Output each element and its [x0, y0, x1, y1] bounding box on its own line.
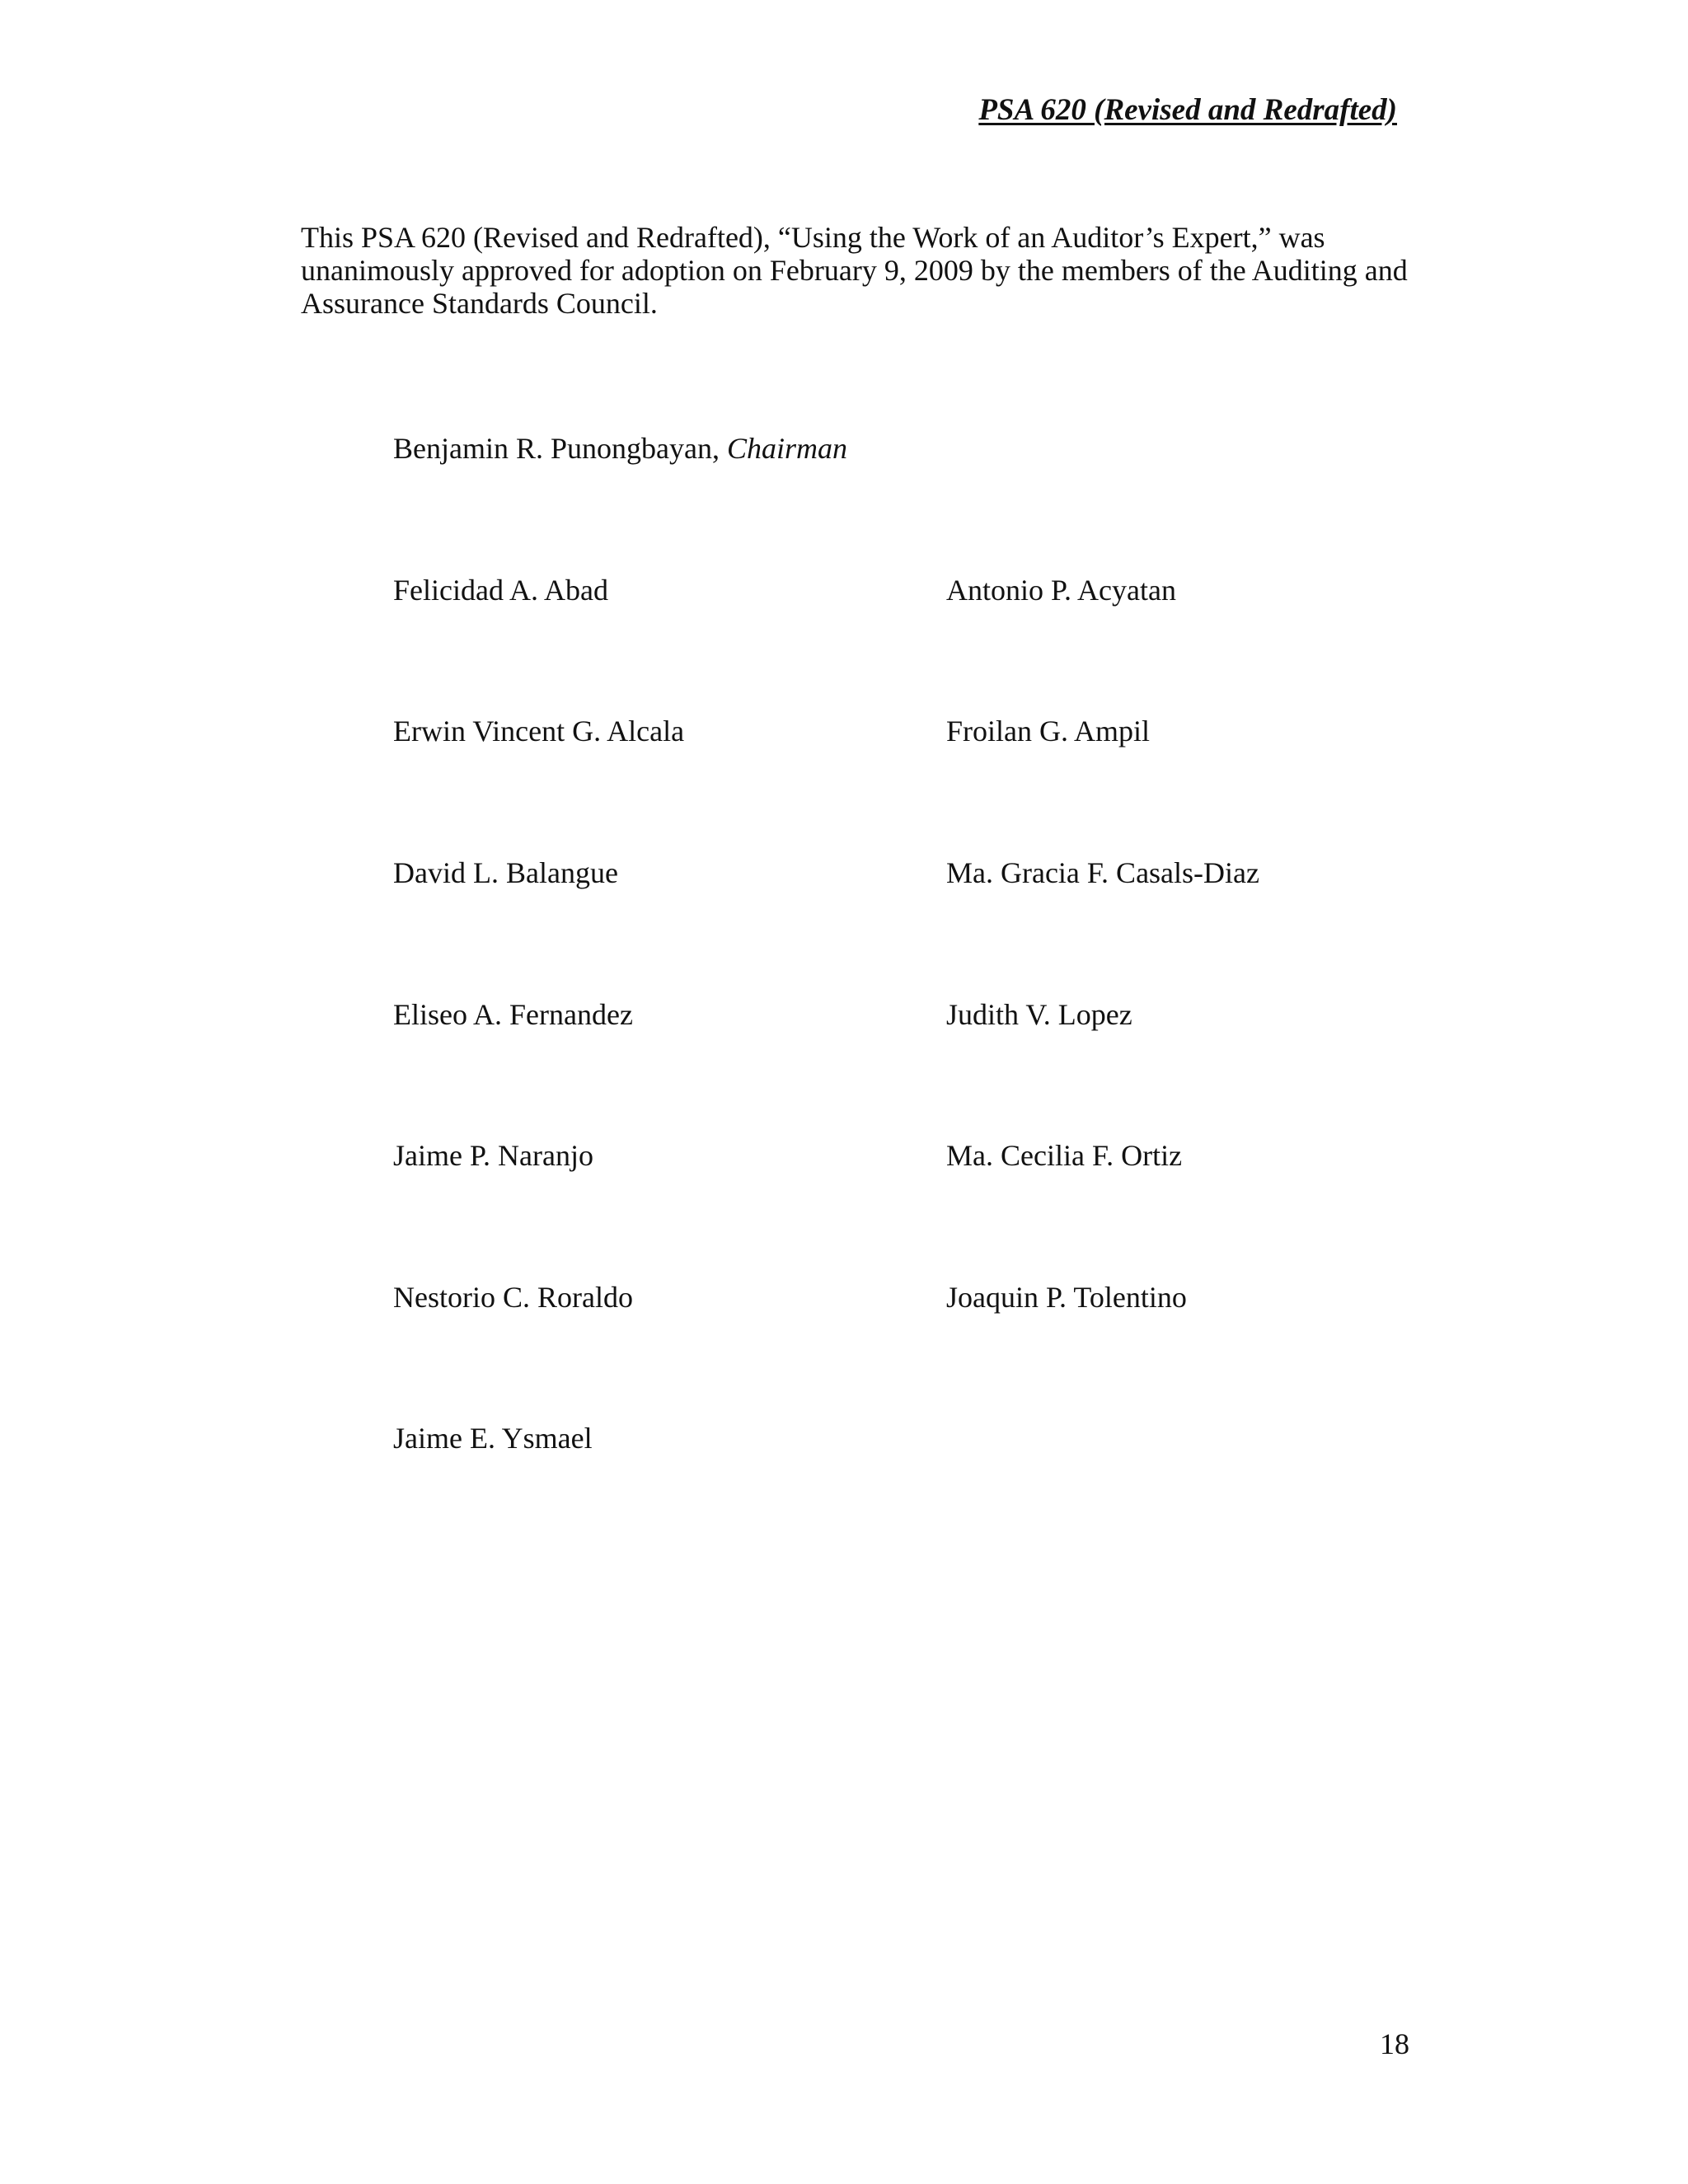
member-name: Eliseo A. Fernandez [393, 998, 633, 1031]
member-name: Erwin Vincent G. Alcala [393, 715, 685, 748]
chairman-role: Chairman [726, 432, 847, 465]
member-name: Felicidad A. Abad [393, 574, 608, 607]
member-name: Judith V. Lopez [946, 998, 1132, 1031]
member-name: Jaime P. Naranjo [393, 1139, 593, 1172]
chairman-name: Benjamin R. Punongbayan, [393, 432, 720, 465]
member-name: Joaquin P. Tolentino [946, 1281, 1187, 1314]
chairman-entry [393, 430, 847, 466]
member-name: Jaime E. Ysmael [393, 1422, 593, 1455]
member-name: Antonio P. Acyatan [946, 574, 1176, 607]
approval-statement: This PSA 620 (Revised and Redrafted), “Using the Work of an Auditor’s Expert,” was unanimously approved for adoption on February 9, 2009 by the members of the Auditing and Assurance Standards Council. [301, 221, 1408, 320]
page-number: 18 [1380, 2027, 1409, 2060]
member-name: Ma. Cecilia F. Ortiz [946, 1139, 1183, 1172]
member-name: Ma. Gracia F. Casals-Diaz [946, 856, 1259, 889]
member-name: Froilan G. Ampil [946, 715, 1151, 748]
running-header: PSA 620 (Revised and Redrafted) [978, 93, 1397, 127]
member-name: Nestorio C. Roraldo [393, 1281, 633, 1314]
member-name: David L. Balangue [393, 856, 618, 889]
